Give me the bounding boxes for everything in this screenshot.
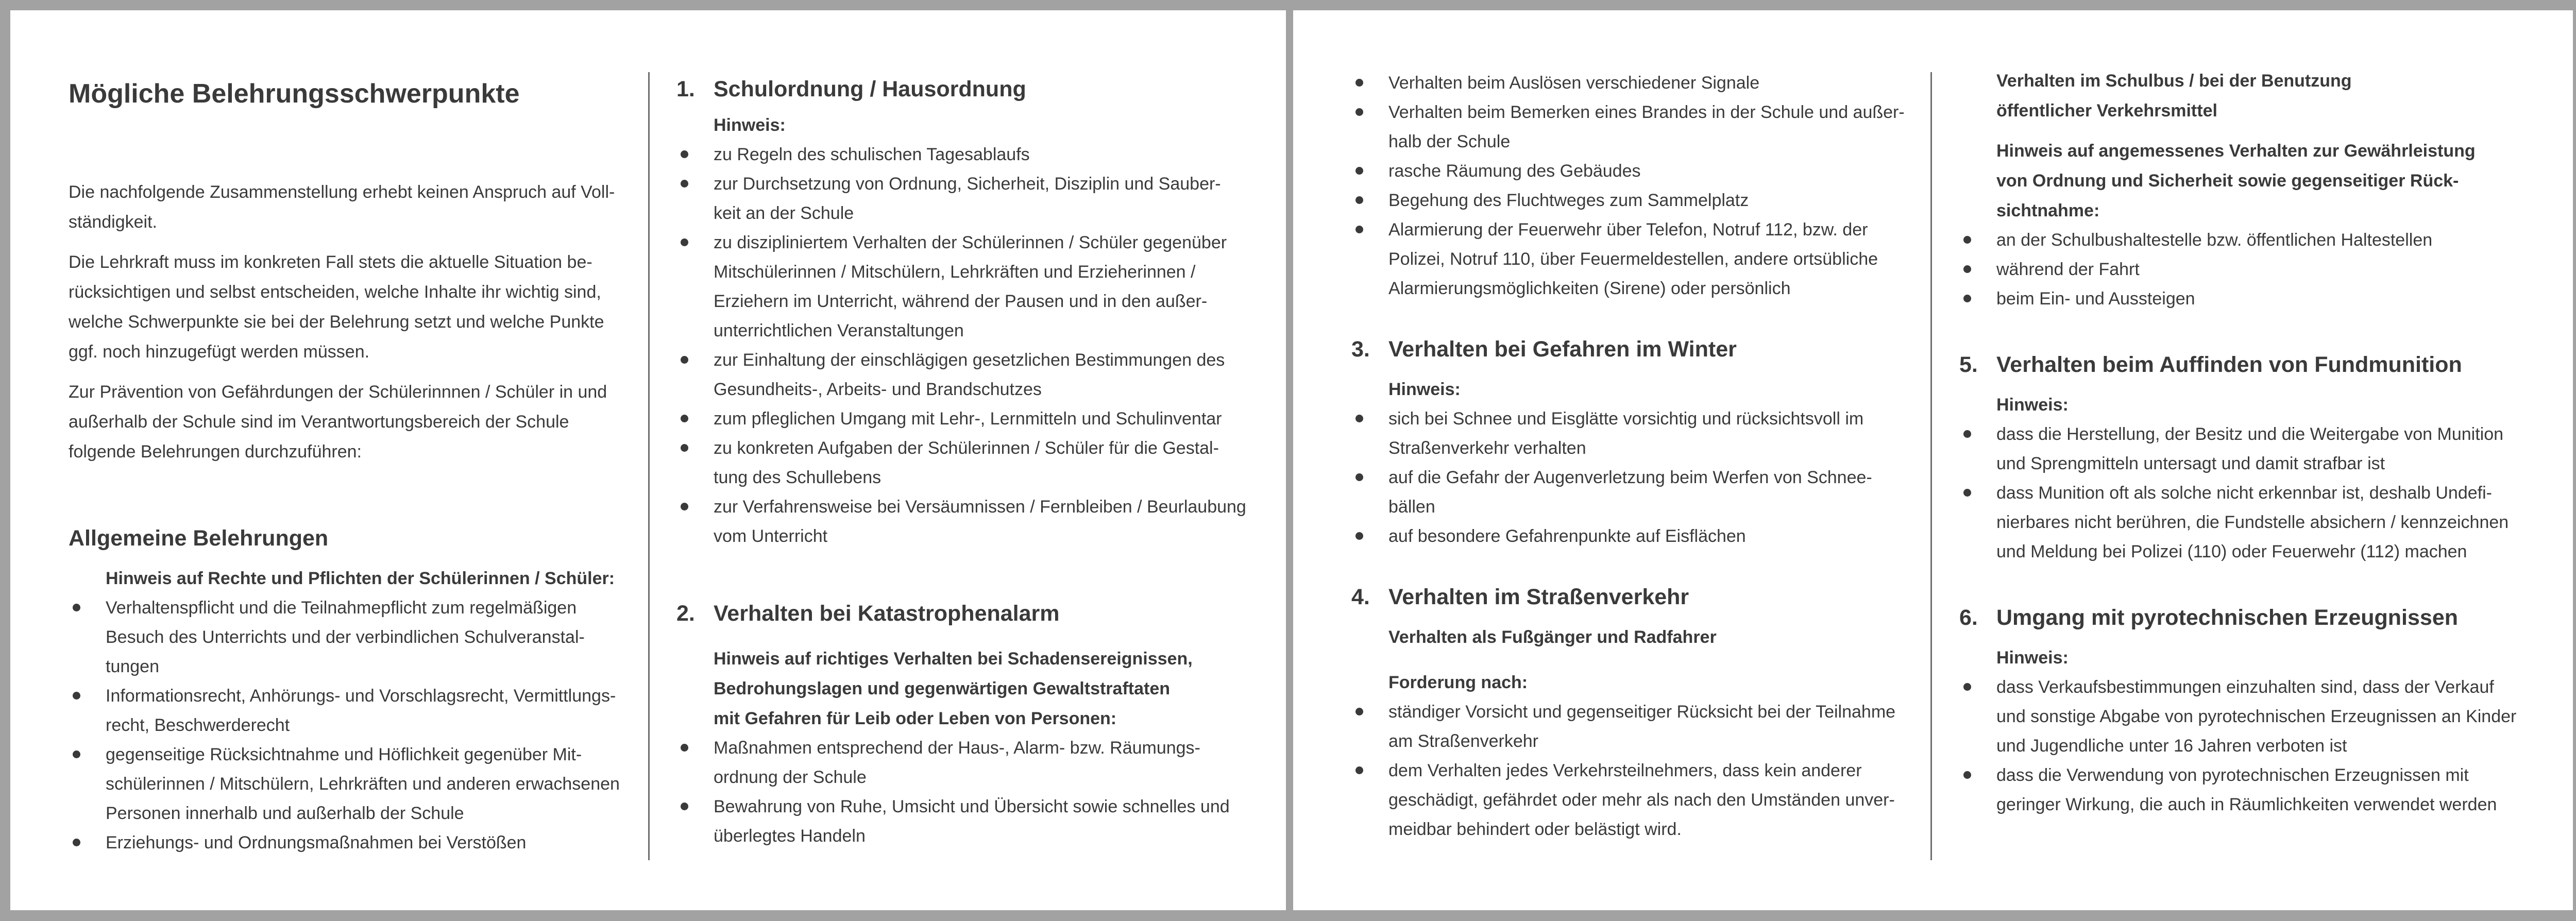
text-line: außerhalb der Schule sind im Verantwortungsbereich der Schule <box>69 412 569 432</box>
list-item-line: tungen <box>106 657 159 676</box>
list-item-line: zu diszipliniertem Verhalten der Schülerinnen / Schüler gegenüber <box>714 233 1227 252</box>
list-item-line: und Sprengmitteln untersagt und damit strafbar ist <box>1996 454 2385 473</box>
left-page <box>10 10 1286 910</box>
section-3-list <box>1351 404 1934 551</box>
list-item-line: Polizei, Notruf 110, über Feuermeldestellen, andere ortsübliche <box>1388 249 1878 269</box>
right-page <box>1293 10 2573 910</box>
list-item-line: Maßnahmen entsprechend der Haus-, Alarm- bzw. Räumungs- <box>714 738 1200 758</box>
list-item <box>1959 255 2552 284</box>
text-line: folgende Belehrungen durchzuführen: <box>69 442 362 462</box>
section-6-list <box>1959 673 2552 820</box>
list-item <box>1351 98 1934 157</box>
list-item-line: zur Verfahrensweise bei Versäumnissen / Fernbleiben / Beurlaubung <box>714 497 1246 517</box>
text-line: öffentlicher Verkehrsmittel <box>1996 101 2217 121</box>
list-item <box>1351 697 1934 756</box>
section-1-list <box>676 140 1264 551</box>
section-3-title <box>1351 334 1934 364</box>
text-line: Die nachfolgende Zusammenstellung erhebt keinen Anspruch auf Voll- <box>69 182 615 202</box>
section-number: 1. <box>676 77 695 101</box>
text-line: Die Lehrkraft muss im konkreten Fall stets die aktuelle Situation be- <box>69 252 592 272</box>
list-item-line: dass Munition oft als solche nicht erkennbar ist, deshalb Undefi- <box>1996 483 2492 503</box>
column-divider <box>1930 72 1932 860</box>
section-2-cont-list <box>1351 69 1934 303</box>
list-item-line: Verhalten beim Bemerken eines Brandes in der Schule und außer- <box>1388 103 1905 122</box>
section-6-title <box>1959 603 2552 633</box>
list-item-line: überlegtes Handeln <box>714 826 866 846</box>
list-item-line: auf die Gefahr der Augenverletzung beim Werfen von Schnee- <box>1388 468 1872 487</box>
list-item-line: Gesundheits-, Arbeits- und Brandschutzes <box>714 380 1042 399</box>
text-line: Verhalten im Schulbus / bei der Benutzung <box>1996 71 2352 91</box>
list-item-line: Verhaltenspflicht und die Teilnahmepflicht zum regelmäßigen <box>106 598 577 618</box>
list-item-line: keit an der Schule <box>714 203 854 223</box>
list-item <box>1351 69 1934 98</box>
section-5-hint: Hinweis: <box>1996 395 2069 415</box>
list-item <box>69 593 635 681</box>
list-item <box>1351 157 1934 186</box>
text-line: sichtnahme: <box>1996 201 2100 220</box>
list-item-line: Mitschülerinnen / Mitschülern, Lehrkräften und Erzieherinnen / <box>714 262 1196 282</box>
list-item-line: zu konkreten Aufgaben der Schülerinnen / Schüler für die Gestal- <box>714 438 1219 458</box>
text-line: Bedrohungslagen und gegenwärtigen Gewaltstraftaten <box>714 679 1170 698</box>
list-item-line: sich bei Schnee und Eisglätte vorsichtig und rücksichtsvoll im <box>1388 409 1864 429</box>
list-item <box>1959 673 2552 761</box>
section-5-title <box>1959 350 2552 380</box>
text-line: Hinweis auf angemessenes Verhalten zur Gewährleistung <box>1996 141 2476 161</box>
section-1-hint: Hinweis: <box>714 115 786 135</box>
list-item-line: Informationsrecht, Anhörungs- und Vorschlagsrecht, Vermittlungs- <box>106 686 616 706</box>
list-item-line: tung des Schullebens <box>714 468 882 487</box>
list-item-line: rasche Räumung des Gebäudes <box>1388 161 1641 181</box>
right-column-2 <box>1959 67 2552 820</box>
section-4-subtitle: Verhalten als Fußgänger und Radfahrer <box>1388 627 1717 647</box>
list-item-line: und Meldung bei Polizei (110) oder Feuerwehr (112) machen <box>1996 542 2467 561</box>
list-item <box>676 434 1264 492</box>
list-item-line: während der Fahrt <box>1996 260 2140 279</box>
page-title: Mögliche Belehrungsschwerpunkte <box>69 79 520 109</box>
list-item-line: Begehung des Fluchtweges zum Sammelplatz <box>1388 191 1749 210</box>
list-item-line: recht, Beschwerderecht <box>106 715 290 735</box>
list-item <box>1351 522 1934 551</box>
list-item <box>69 828 635 858</box>
list-item-line: zu Regeln des schulischen Tagesablaufs <box>714 145 1030 164</box>
list-item-line: am Straßenverkehr <box>1388 731 1538 751</box>
section-title-text: Verhalten beim Auffinden von Fundmunition <box>1996 352 2462 377</box>
text-line: ggf. noch hinzugefügt werden müssen. <box>69 342 370 362</box>
list-item <box>676 169 1264 228</box>
general-hint: Hinweis auf Rechte und Pflichten der Schülerinnen / Schüler: <box>106 569 615 588</box>
section-number: 3. <box>1351 337 1370 362</box>
section-number: 2. <box>676 601 695 626</box>
section-number: 5. <box>1959 352 1978 377</box>
text-line: ständigkeit. <box>69 212 157 232</box>
list-item-line: Personen innerhalb und außerhalb der Schule <box>106 804 464 823</box>
text-line: von Ordnung und Sicherheit sowie gegenseitiger Rück- <box>1996 171 2459 191</box>
section-2-title <box>676 599 1264 628</box>
section-1-title <box>676 74 1264 104</box>
list-item-line: auf besondere Gefahrenpunkte auf Eisflächen <box>1388 526 1746 546</box>
list-item-line: zum pfleglichen Umgang mit Lehr-, Lernmitteln und Schulinventar <box>714 409 1222 429</box>
text-line: Hinweis auf richtiges Verhalten bei Schadensereignissen, <box>714 649 1193 669</box>
list-item <box>676 228 1264 346</box>
list-item-line: vom Unterricht <box>714 526 828 546</box>
section-number: 6. <box>1959 605 1978 630</box>
list-item-line: dass die Herstellung, der Besitz und die Weitergabe von Munition <box>1996 424 2504 444</box>
list-item-line: halb der Schule <box>1388 132 1511 151</box>
text-line: Zur Prävention von Gefährdungen der Schülerinnnen / Schüler in und <box>69 382 607 402</box>
list-item-line: beim Ein- und Aussteigen <box>1996 289 2195 309</box>
list-item-line: und sonstige Abgabe von pyrotechnischen Erzeugnissen an Kinder <box>1996 707 2517 726</box>
list-item-line: geschädigt, gefährdet oder mehr als nach den Umständen unver- <box>1388 790 1895 810</box>
general-section-title: Allgemeine Belehrungen <box>69 526 329 551</box>
list-item-line: Verhalten beim Auslösen verschiedener Signale <box>1388 73 1760 93</box>
general-list <box>69 593 635 858</box>
list-item-line: geringer Wirkung, die auch in Räumlichkeiten verwendet werden <box>1996 795 2497 814</box>
section-3-hint: Hinweis: <box>1388 380 1461 399</box>
list-item-line: Besuch des Unterrichts und der verbindlichen Schulveranstal- <box>106 627 585 647</box>
section-title-text: Umgang mit pyrotechnischen Erzeugnissen <box>1996 605 2459 630</box>
list-item <box>1351 215 1934 303</box>
list-item-line: schülerinnen / Mitschülern, Lehrkräften und anderen erwachsenen <box>106 774 620 794</box>
list-item <box>676 792 1264 851</box>
list-item <box>1351 186 1934 215</box>
list-item-line: gegenseitige Rücksichtnahme und Höflichkeit gegenüber Mit- <box>106 745 582 764</box>
section-4-bus-hint <box>1959 136 2552 226</box>
section-title-text: Verhalten im Straßenverkehr <box>1388 585 1689 609</box>
list-item-line: dass die Verwendung von pyrotechnischen Erzeugnissen mit <box>1996 765 2469 785</box>
list-item <box>1959 284 2552 314</box>
column-divider <box>648 72 650 860</box>
list-item-line: ordnung der Schule <box>714 768 867 787</box>
intro-paragraph <box>69 377 635 467</box>
list-item <box>1959 226 2552 255</box>
section-4-bus-list <box>1959 226 2552 314</box>
intro-paragraph <box>69 247 635 367</box>
list-item-line: dass Verkaufsbestimmungen einzuhalten sind, dass der Verkauf <box>1996 677 2494 697</box>
list-item <box>676 346 1264 404</box>
list-item-line: Erziehungs- und Ordnungsmaßnahmen bei Verstößen <box>106 833 527 852</box>
list-item <box>1959 761 2552 820</box>
intro-paragraph <box>69 177 635 237</box>
text-line: welche Schwerpunkte sie bei der Belehrung setzt und welche Punkte <box>69 312 604 332</box>
list-item <box>676 492 1264 551</box>
list-item-line: Alarmierung der Feuerwehr über Telefon, Notruf 112, bzw. der <box>1388 220 1868 240</box>
list-item <box>1959 420 2552 479</box>
list-item-line: Alarmierungsmöglichkeiten (Sirene) oder persönlich <box>1388 279 1791 298</box>
section-2-hint <box>676 644 1264 734</box>
intro-text <box>69 177 635 467</box>
list-item <box>1351 756 1934 844</box>
section-title-text: Schulordnung / Hausordnung <box>714 77 1026 101</box>
list-item-line: bällen <box>1388 497 1435 517</box>
section-4-title <box>1351 582 1934 612</box>
section-title-text: Verhalten bei Gefahren im Winter <box>1388 337 1737 362</box>
list-item <box>676 404 1264 434</box>
text-line: rücksichtigen und selbst entscheiden, welche Inhalte ihr wichtig sind, <box>69 282 601 302</box>
list-item <box>69 681 635 740</box>
list-item-line: an der Schulbushaltestelle bzw. öffentlichen Haltestellen <box>1996 230 2433 250</box>
right-column-1 <box>1351 67 1934 844</box>
list-item-line: unterrichtlichen Veranstaltungen <box>714 321 964 340</box>
list-item-line: dem Verhalten jedes Verkehrsteilnehmers, dass kein anderer <box>1388 761 1862 780</box>
left-column-1 <box>69 67 635 858</box>
list-item-line: und Jugendliche unter 16 Jahren verboten ist <box>1996 736 2347 756</box>
section-5-list <box>1959 420 2552 567</box>
section-4-list <box>1351 697 1934 844</box>
list-item-line: ständiger Vorsicht und gegenseitiger Rücksicht bei der Teilnahme <box>1388 702 1896 722</box>
section-6-hint: Hinweis: <box>1996 648 2069 668</box>
list-item <box>1351 404 1934 463</box>
list-item-line: Erziehern im Unterricht, während der Pausen und in den außer- <box>714 292 1208 311</box>
list-item <box>676 734 1264 792</box>
section-2-list <box>676 734 1264 851</box>
section-4-hint: Forderung nach: <box>1388 673 1528 692</box>
list-item-line: Bewahrung von Ruhe, Umsicht und Übersicht sowie schnelles und <box>714 797 1230 816</box>
left-column-2 <box>676 67 1264 851</box>
list-item <box>1351 463 1934 522</box>
section-number: 4. <box>1351 585 1370 609</box>
list-item-line: meidbar behindert oder belästigt wird. <box>1388 820 1682 839</box>
list-item <box>676 140 1264 169</box>
list-item-line: nierbares nicht berühren, die Fundstelle absichern / kennzeichnen <box>1996 513 2509 532</box>
text-line: mit Gefahren für Leib oder Leben von Personen: <box>714 709 1117 728</box>
section-title-text: Verhalten bei Katastrophenalarm <box>714 601 1060 626</box>
section-4-bus-subtitle <box>1959 66 2552 126</box>
list-item <box>69 740 635 828</box>
list-item-line: zur Einhaltung der einschlägigen gesetzlichen Bestimmungen des <box>714 350 1225 370</box>
list-item-line: zur Durchsetzung von Ordnung, Sicherheit, Disziplin und Sauber- <box>714 174 1221 194</box>
list-item-line: Straßenverkehr verhalten <box>1388 438 1586 458</box>
list-item <box>1959 479 2552 567</box>
